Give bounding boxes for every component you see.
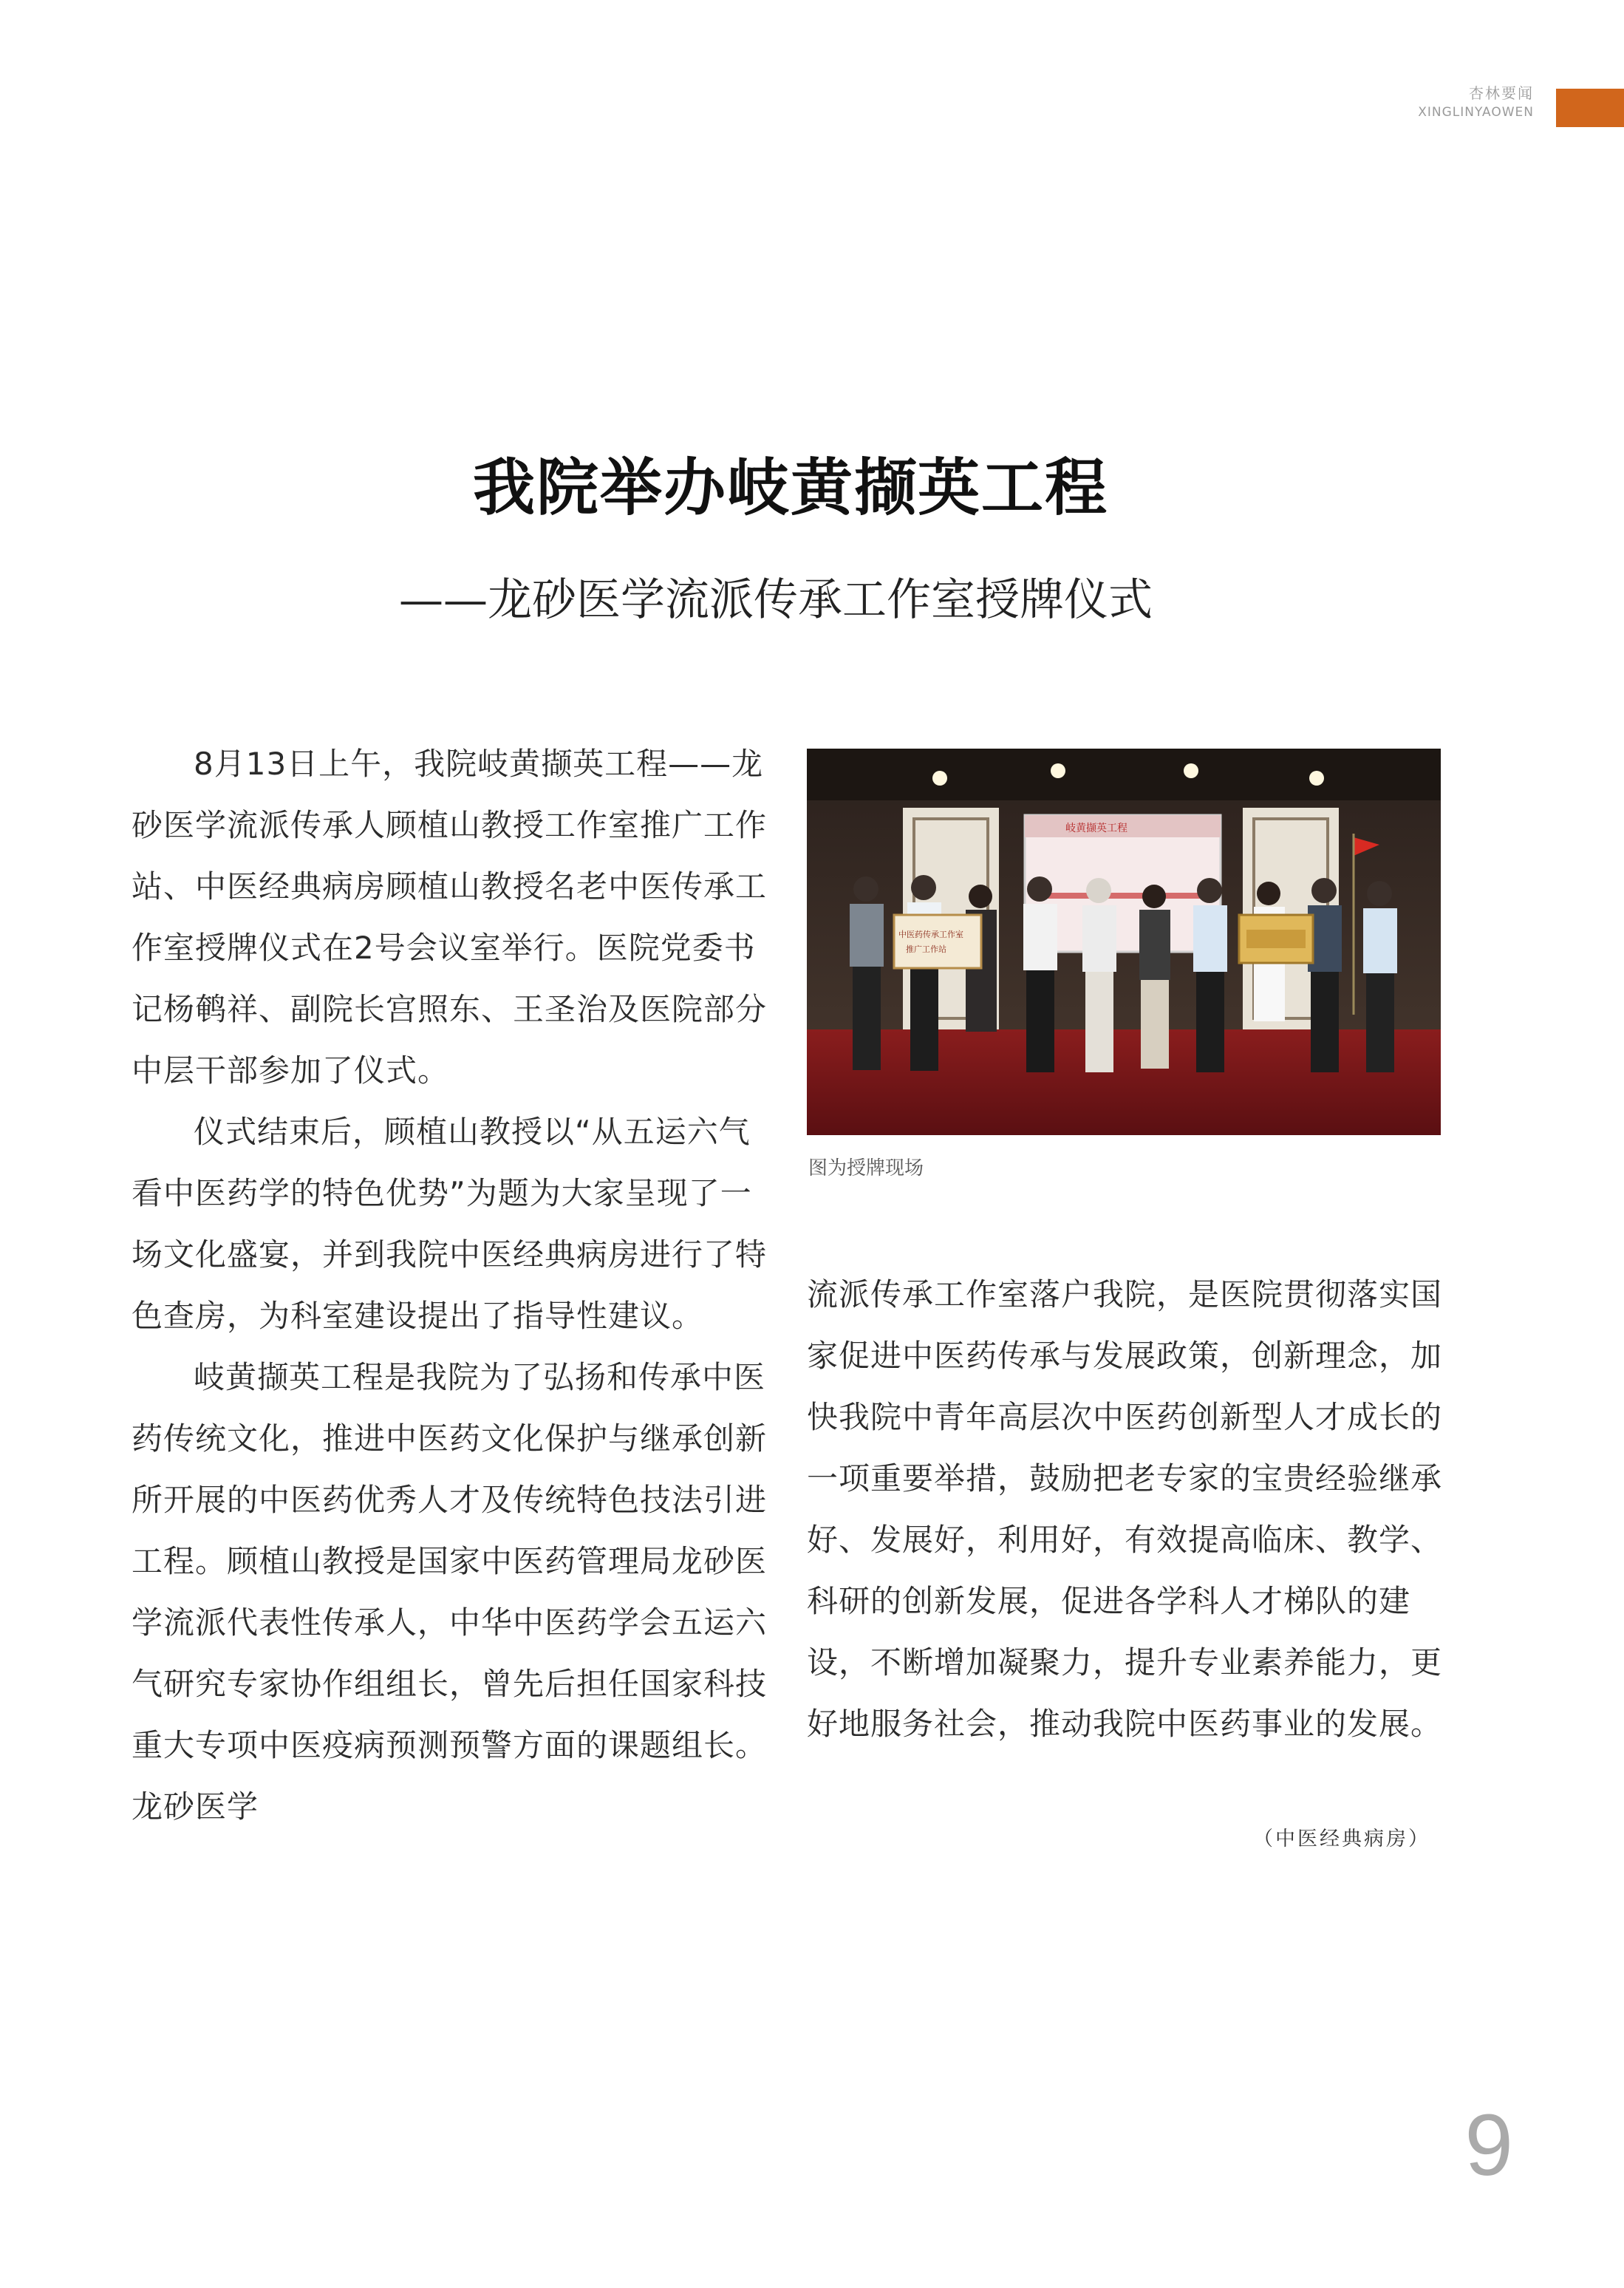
section-label [1418,83,1534,121]
page-number: 9 [1464,2097,1513,2194]
ceremony-photo [807,749,1441,1135]
paragraph-1: 8月13日上午，我院岐黄撷英工程——龙砂医学流派传承人顾植山教授工作室推广工作站、中医经典病房顾植山教授名老中医传承工作室授牌仪式在2号会议室举行。医院党委书记杨鹌祥、副院长宫照东、王圣治及医院部分中层干部参加了仪式。 [132,746,768,1089]
paragraph-3: 岐黄撷英工程是我院为了弘扬和传承中医药传统文化，推进中医药文化保护与继承创新所开展的中医药优秀人才及传统特色技法引进工程。顾植山教授是国家中医药管理局龙砂医学流派代表性传承人，中华中医药学会五运六气研究专家协作组组长，曾先后担任国家科技重大专项中医疫病预测预警方面的课题组长。龙砂医学 [132,1359,768,1825]
svg-text:中医药传承工作室: 中医药传承工作室 [898,930,963,939]
right-column [807,1264,1442,1754]
section-name-cn: 杏林要闻 [1469,84,1534,102]
article-source: （中医经典病房） [1253,1828,1430,1851]
photo-caption: 图为授牌现场 [808,1157,924,1179]
svg-text:推广工作站: 推广工作站 [906,944,946,954]
article-title: 我院举办岐黄撷英工程 [472,451,1108,524]
left-column [132,733,767,1837]
header-accent-bar [1556,89,1624,127]
article-subtitle: ——龙砂医学流派传承工作室授牌仪式 [399,574,1153,626]
paragraph-2: 仪式结束后，顾植山教授以“从五运六气看中医药学的特色优势”为题为大家呈现了一场文化盛宴，并到我院中医经典病房进行了特色查房，为科室建设提出了指导性建议。 [132,1114,768,1334]
screen-text: 岐黄撷英工程 [1065,823,1127,834]
plaque-left [894,915,981,968]
plaque-right [1239,915,1313,963]
section-name-en: XINGLINYAOWEN [1418,105,1534,120]
paragraph-3-continued: 流派传承工作室落户我院，是医院贯彻落实国家促进中医药传承与发展政策，创新理念，加快我院中青年高层次中医药创新型人才成长的一项重要举措，鼓励把老专家的宝贵经验继承好、发展好，利用好，有效提高临床、教学、科研的创新发展，促进各学科人才梯队的建设，不断增加凝聚力，提升专业素养能力，更好地服务社会，推动我院中医药事业的发展。 [807,1276,1443,1742]
